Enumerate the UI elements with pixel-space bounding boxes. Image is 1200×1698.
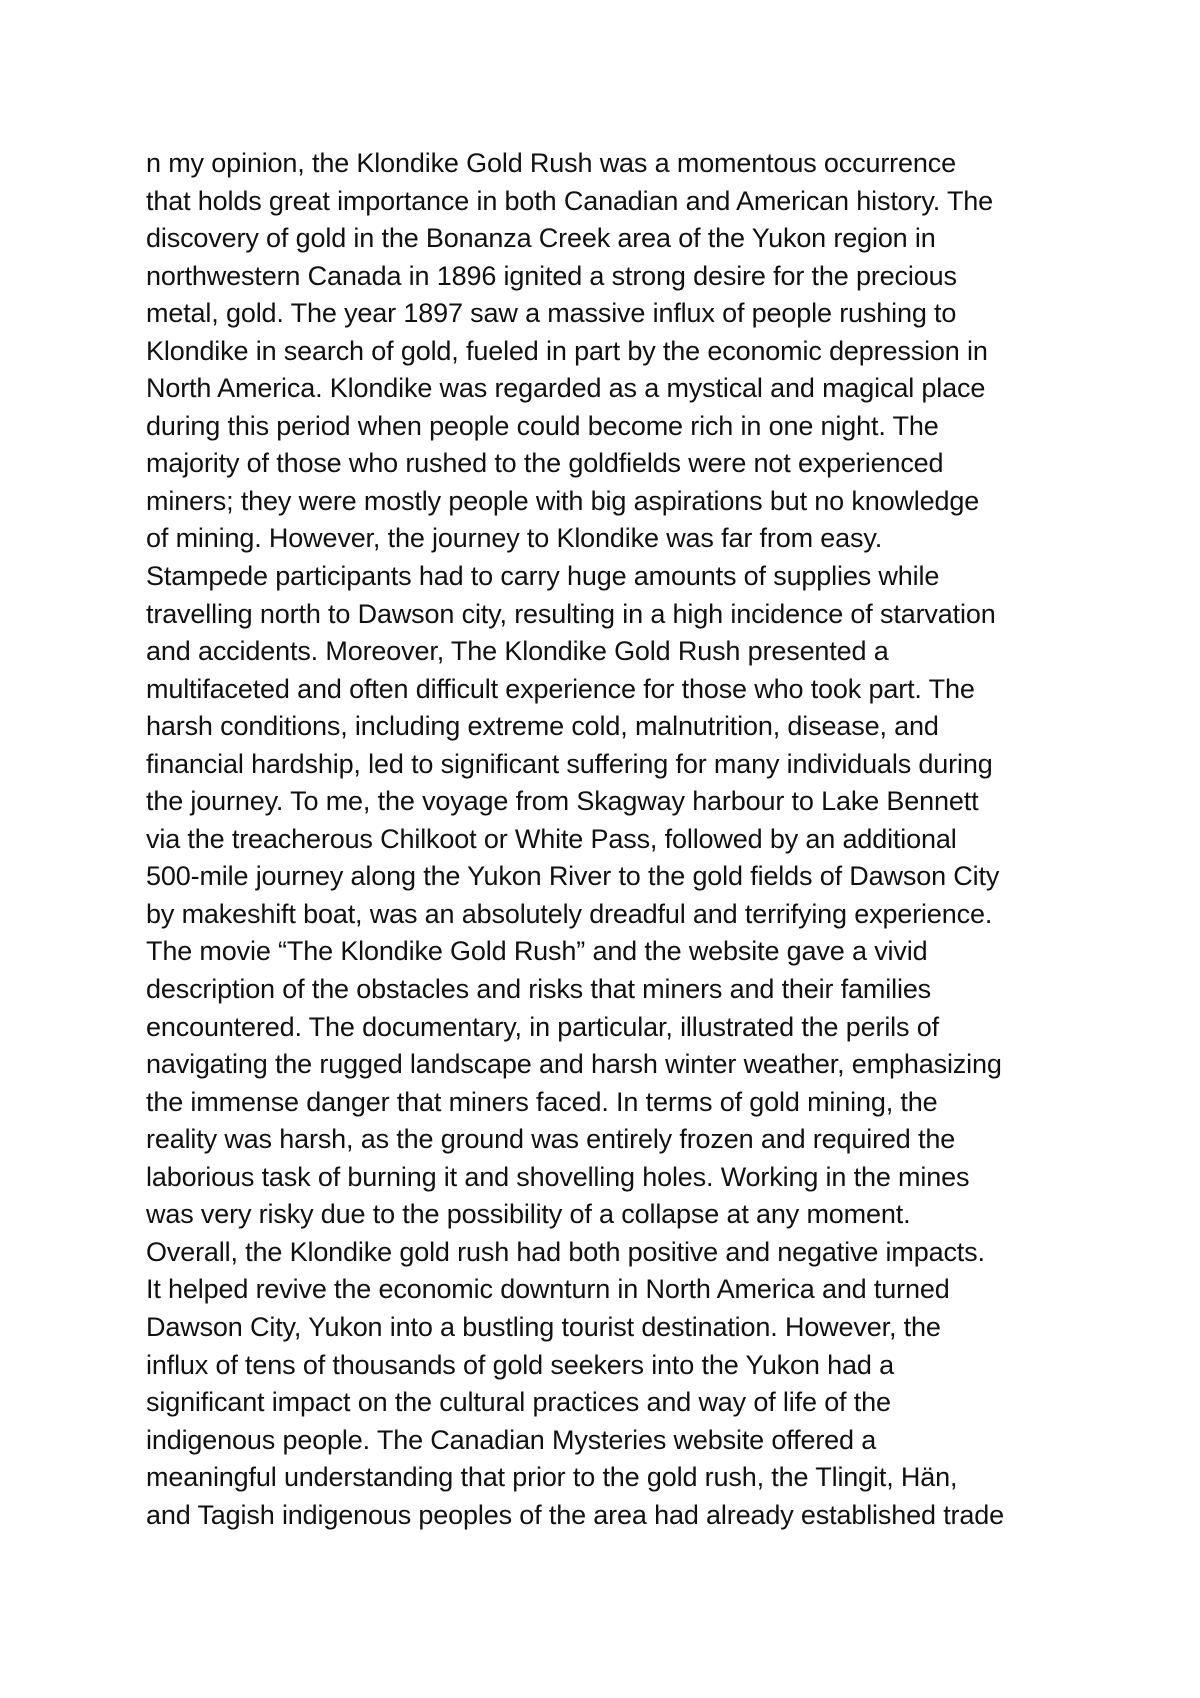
text-line: the immense danger that miners faced. In terms of gold mining, the [146, 1086, 938, 1117]
text-line: majority of those who rushed to the goldfields were not experienced [146, 448, 944, 479]
text-line: The movie “The Klondike Gold Rush” and the website gave a vivid [146, 936, 928, 967]
text-line: via the treacherous Chilkoot or White Pass, followed by an additional [146, 823, 957, 854]
text-line: travelling north to Dawson city, resulting in a high incidence of starvation [146, 598, 996, 629]
text-line: laborious task of burning it and shovelling holes. Working in the mines [146, 1161, 970, 1192]
text-line: Klondike in search of gold, fueled in part by the economic depression in [146, 335, 988, 366]
text-line: description of the obstacles and risks that miners and their families [146, 974, 932, 1005]
text-line: encountered. The documentary, in particular, illustrated the perils of [146, 1011, 939, 1042]
text-line: the journey. To me, the voyage from Skagway harbour to Lake Bennett [146, 786, 979, 817]
text-line: of mining. However, the journey to Klondike was far from easy. [146, 523, 883, 554]
text-line: and Tagish indigenous peoples of the area had already established trade [146, 1499, 1004, 1530]
text-line: North America. Klondike was regarded as a mystical and magical place [146, 373, 986, 404]
text-line: It helped revive the economic downturn in North America and turned [146, 1274, 950, 1305]
text-line: Overall, the Klondike gold rush had both positive and negative impacts. [146, 1236, 985, 1267]
text-line: Stampede participants had to carry huge amounts of supplies while [146, 561, 940, 592]
text-line: reality was harsh, as the ground was entirely frozen and required the [146, 1124, 956, 1155]
text-line: Dawson City, Yukon into a bustling tourist destination. However, the [146, 1311, 941, 1342]
text-line: multifaceted and often difficult experience for those who took part. The [146, 673, 975, 704]
text-line: and accidents. Moreover, The Klondike Gold Rush presented a [146, 636, 889, 667]
text-line: miners; they were mostly people with big aspirations but no knowledge [146, 485, 980, 516]
text-line: that holds great importance in both Canadian and American history. The [146, 185, 994, 216]
essay-paragraph [146, 145, 1146, 1534]
text-line: influx of tens of thousands of gold seekers into the Yukon had a [146, 1349, 894, 1380]
text-line: by makeshift boat, was an absolutely dreadful and terrifying experience. [146, 898, 993, 929]
text-line: was very risky due to the possibility of a collapse at any moment. [146, 1199, 911, 1230]
text-line: 500-mile journey along the Yukon River to the gold fields of Dawson City [146, 861, 1000, 892]
text-line: indigenous people. The Canadian Mysteries website offered a [146, 1424, 877, 1455]
text-line: significant impact on the cultural practices and way of life of the [146, 1387, 891, 1418]
text-line: financial hardship, led to significant suffering for many individuals during [146, 748, 993, 779]
text-line: harsh conditions, including extreme cold, malnutrition, disease, and [146, 711, 939, 742]
text-line: meaningful understanding that prior to the gold rush, the Tlingit, Hän, [146, 1462, 958, 1493]
text-line: northwestern Canada in 1896 ignited a strong desire for the precious [146, 260, 957, 291]
text-line: during this period when people could become rich in one night. The [146, 410, 939, 441]
text-line: metal, gold. The year 1897 saw a massive influx of people rushing to [146, 298, 957, 329]
text-line: navigating the rugged landscape and harsh winter weather, emphasizing [146, 1049, 1002, 1080]
text-line: n my opinion, the Klondike Gold Rush was a momentous occurrence [146, 148, 956, 178]
text-line: discovery of gold in the Bonanza Creek area of the Yukon region in [146, 223, 936, 254]
